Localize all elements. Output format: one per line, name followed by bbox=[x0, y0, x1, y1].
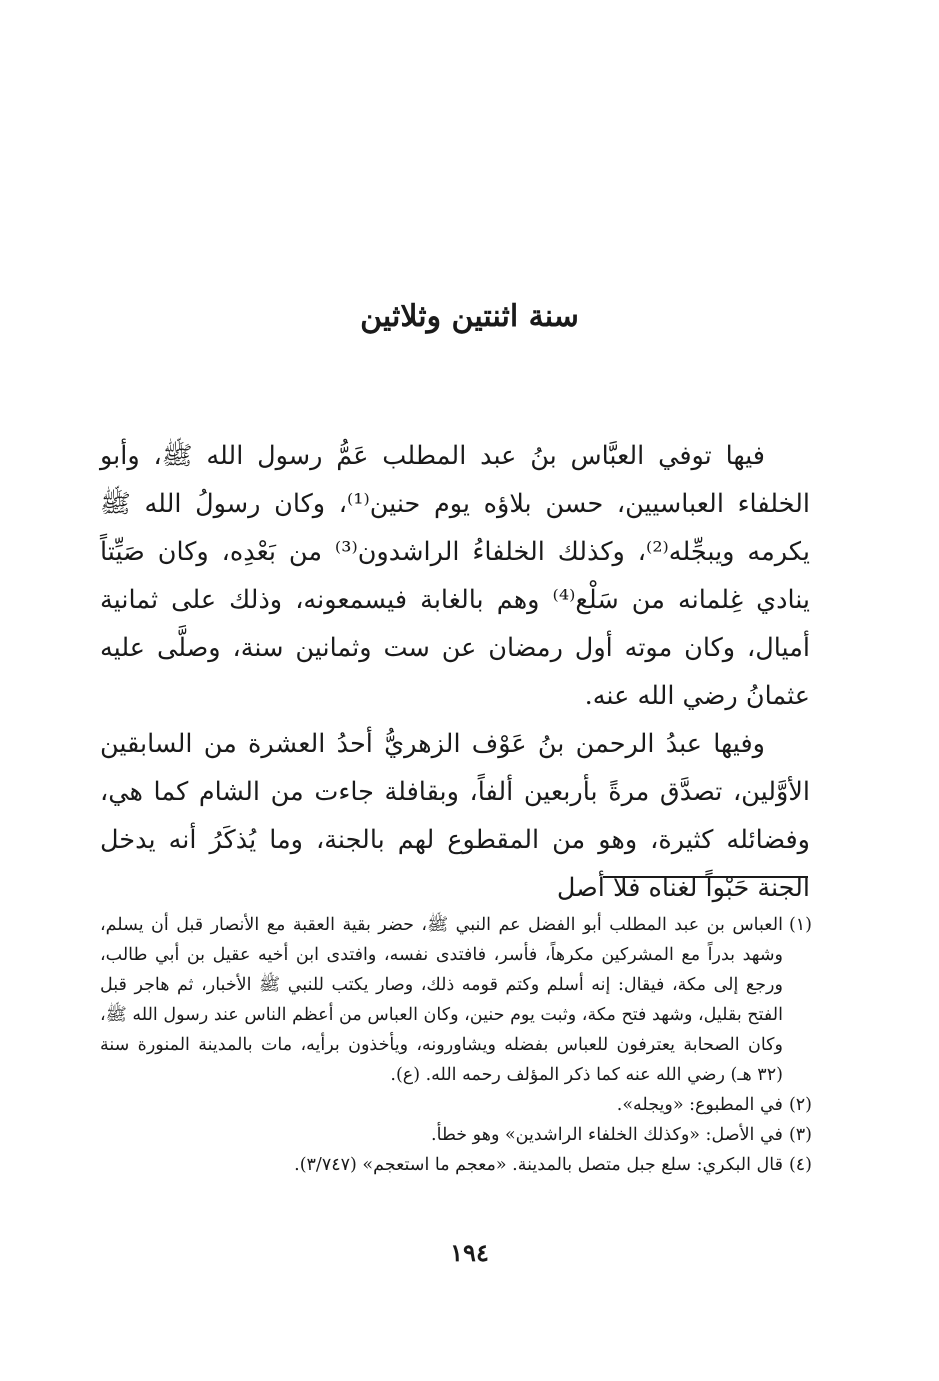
footnote-separator bbox=[603, 876, 808, 878]
footnote-text: في الأصل: «وكذلك الخلفاء الراشدين» وهو خطأ. bbox=[431, 1125, 783, 1145]
footnote-text: في المطبوع: «ويجله». bbox=[616, 1095, 783, 1115]
chapter-title: سنة اثنتين وثلاثين bbox=[360, 299, 579, 334]
footnote-number: (٣) bbox=[788, 1125, 812, 1145]
footnote-number: (٤) bbox=[788, 1155, 812, 1175]
footnotes bbox=[100, 910, 812, 1180]
footnote-number: (١) bbox=[788, 915, 812, 935]
footnote-3 bbox=[100, 1120, 812, 1150]
footnote-1 bbox=[100, 910, 812, 1090]
footnote-text: قال البكري: سلع جبل متصل بالمدينة. «معجم ما استعجم» (٣/٧٤٧). bbox=[294, 1155, 783, 1175]
page-number: ١٩٤ bbox=[450, 1238, 489, 1267]
main-text bbox=[100, 432, 810, 912]
paragraph-abdulrahman: وفيها عبدُ الرحمن بنُ عَوْف الزهريُّ أحدُ العشرة من السابقين الأوَّلين، تصدَّق مرةً بأربعين ألفاً، وبقافلة جاءت من الشام كما هي، وفضائله كثيرة، وهو من المقطوع لهم بالجنة، وما يُذكَرُ أنه يدخل الجنة حَبْواً لغناه فلا أصل bbox=[100, 729, 810, 903]
footnote-text: العباس بن عبد المطلب أبو الفضل عم النبي ﷺ، حضر بقية العقبة مع الأنصار قبل أن يسلم، وشهد بدراً مع المشركين مكرهاً، فأسر، فافتدى نفسه، وافتدى ابن أخيه عقيل بن أبي طالب، ورجع إلى مكة، فيقال: إنه أسلم وكتم قومه ذلك، وصار يكتب للنبي ﷺ الأخبار، ثم هاجر قبل الفتح بقليل، وشهد فتح مكة، وثبت يوم حنين، وكان العباس من أعظم الناس عند رسول الله ﷺ، وكان الصحابة يعترفون للعباس بفضله ويشاورونه، ويأخذون برأيه، مات بالمدينة المنورة سنة (٣٢ هـ) رضي الله عنه كما ذكر المؤلف رحمه الله. (ع). bbox=[100, 915, 783, 1085]
footnote-2 bbox=[100, 1090, 812, 1120]
footnote-number: (٢) bbox=[788, 1095, 812, 1115]
footnote-4 bbox=[100, 1150, 812, 1180]
paragraph-abbas: فيها توفي العبَّاس بنُ عبد المطلب عَمُّ رسول الله ﷺ، وأبو الخلفاء العباسيين، حسن بلاؤه يوم حنين⁽¹⁾، وكان رسولُ الله ﷺ يكرمه ويبجِّله⁽²⁾، وكذلك الخلفاءُ الراشدون⁽³⁾ من بَعْدِه، وكان صَيِّتاً ينادي غِلمانه من سَلْع⁽⁴⁾ وهم بالغابة فيسمعونه، وذلك على ثمانية أميال، وكان موته أول رمضان عن ست وثمانين سنة، وصلَّى عليه عثمانُ رضي الله عنه. bbox=[100, 441, 811, 711]
